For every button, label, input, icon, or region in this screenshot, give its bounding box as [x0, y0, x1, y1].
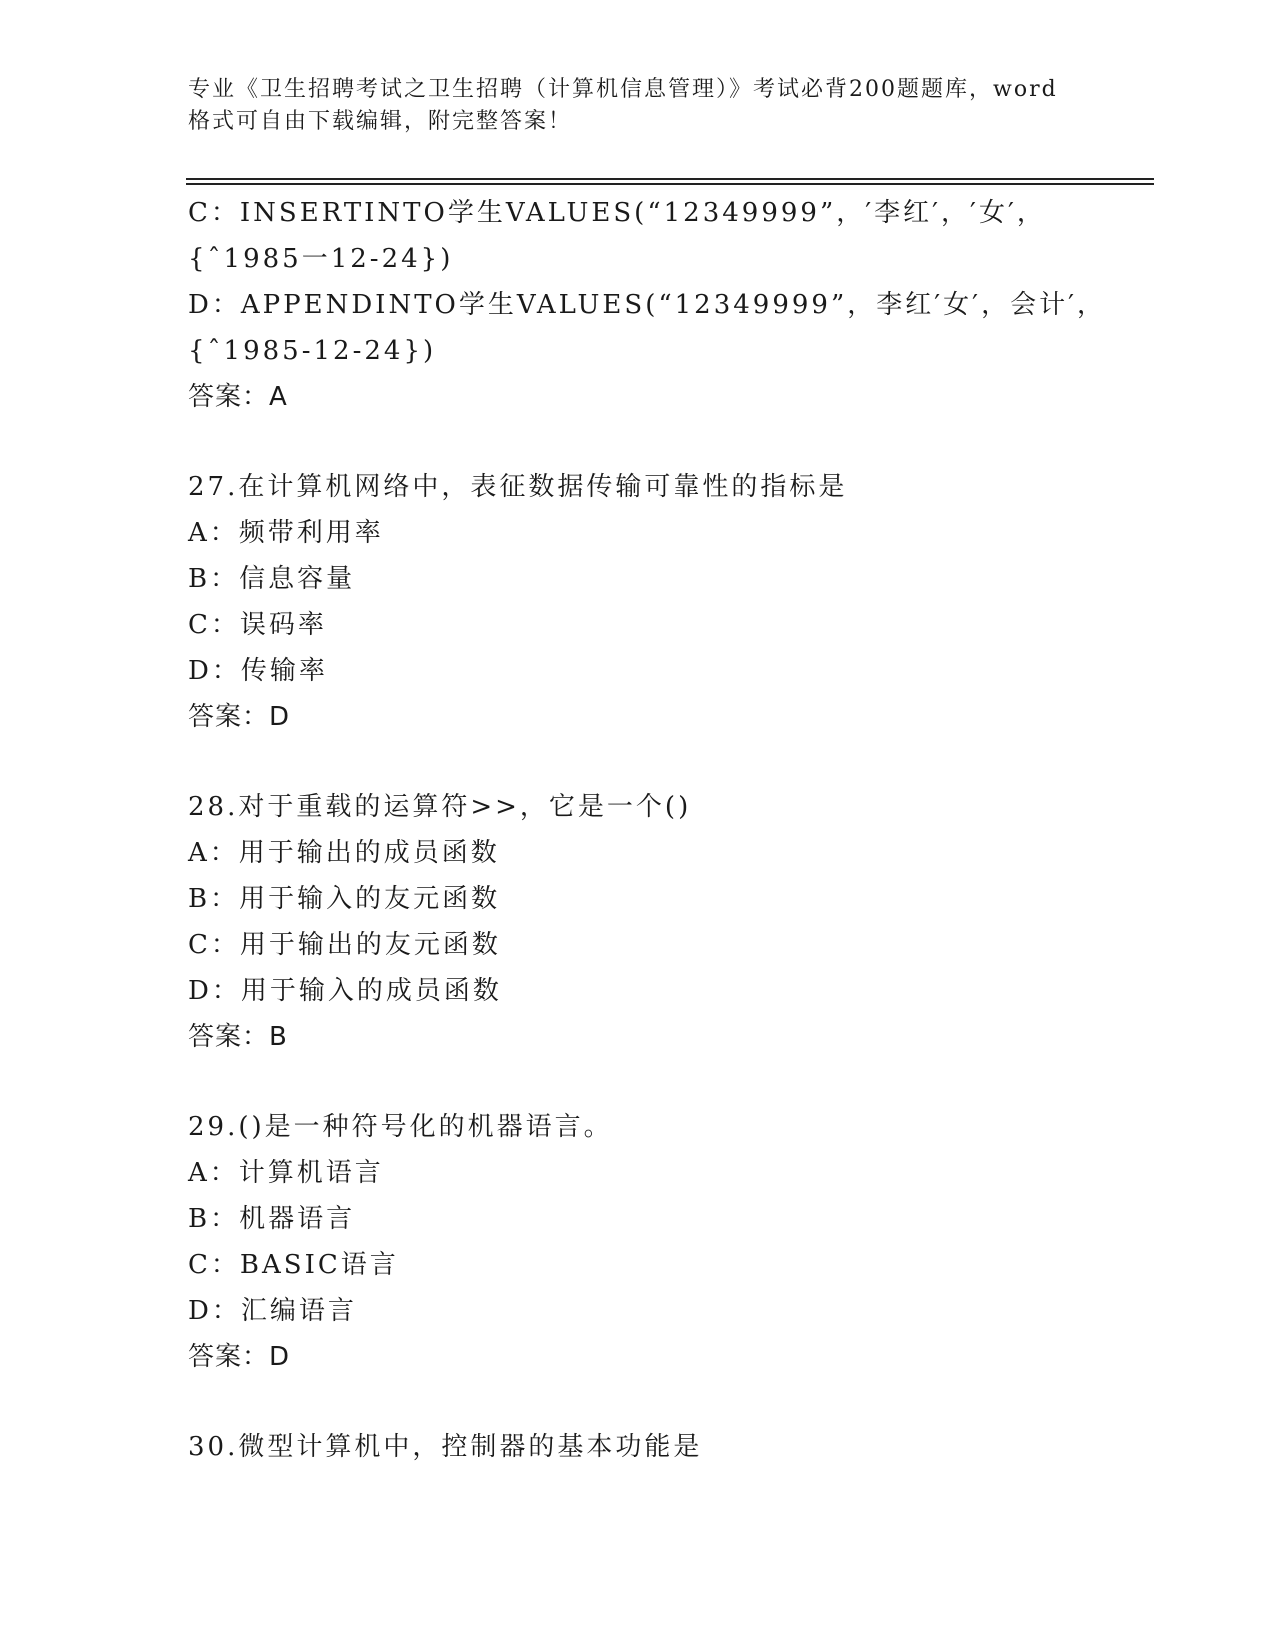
answer-label: 答案：D	[188, 1342, 291, 1372]
question-28	[188, 784, 1148, 1060]
question-stem: 27.在计算机网络中，表征数据传输可靠性的指标是	[188, 472, 848, 502]
option-a: A：用于输出的成员函数	[188, 838, 500, 868]
header-line-1: 专业《卫生招聘考试之卫生招聘（计算机信息管理）》考试必背200题题库，word	[188, 77, 1058, 102]
option-d: D：汇编语言	[188, 1296, 357, 1326]
option-b: B：机器语言	[188, 1204, 356, 1234]
option-c: C：用于输出的友元函数	[188, 930, 501, 960]
option-c: C：BASIC语言	[188, 1250, 399, 1280]
answer-label: 答案：D	[188, 702, 291, 732]
option-d-continued: {ˆ1985-12-24})	[188, 336, 437, 366]
option-a: A：计算机语言	[188, 1158, 384, 1188]
question-27	[188, 464, 1148, 740]
header-divider-top	[186, 178, 1154, 180]
option-d: D：APPENDINTO学生VALUES(“12349999”，李红′女′，会计′，	[188, 290, 1106, 320]
option-c: C：误码率	[188, 610, 327, 640]
question-stem: 28.对于重载的运算符>>，它是一个()	[188, 792, 692, 822]
option-c: C：INSERTINTO学生VALUES(“12349999”，′李红′，′女′，	[188, 198, 1046, 228]
header-divider-bottom	[186, 183, 1154, 185]
question-26-tail	[188, 190, 1148, 420]
option-c-continued: {ˆ1985一12-24})	[188, 244, 454, 274]
question-29	[188, 1104, 1148, 1380]
answer-label: 答案：A	[188, 382, 288, 412]
question-list	[188, 190, 1148, 1470]
answer-label: 答案：B	[188, 1022, 288, 1052]
option-d: D：传输率	[188, 656, 328, 686]
option-b: B：信息容量	[188, 564, 356, 594]
option-b: B：用于输入的友元函数	[188, 884, 501, 914]
question-stem: 30.微型计算机中，控制器的基本功能是	[188, 1432, 703, 1462]
option-a: A：频带利用率	[188, 518, 384, 548]
question-stem: 29.()是一种符号化的机器语言。	[188, 1112, 613, 1142]
header-line-2: 格式可自由下载编辑，附完整答案！	[188, 109, 573, 134]
document-header	[188, 74, 1088, 138]
question-30	[188, 1424, 1148, 1470]
option-d: D：用于输入的成员函数	[188, 976, 502, 1006]
